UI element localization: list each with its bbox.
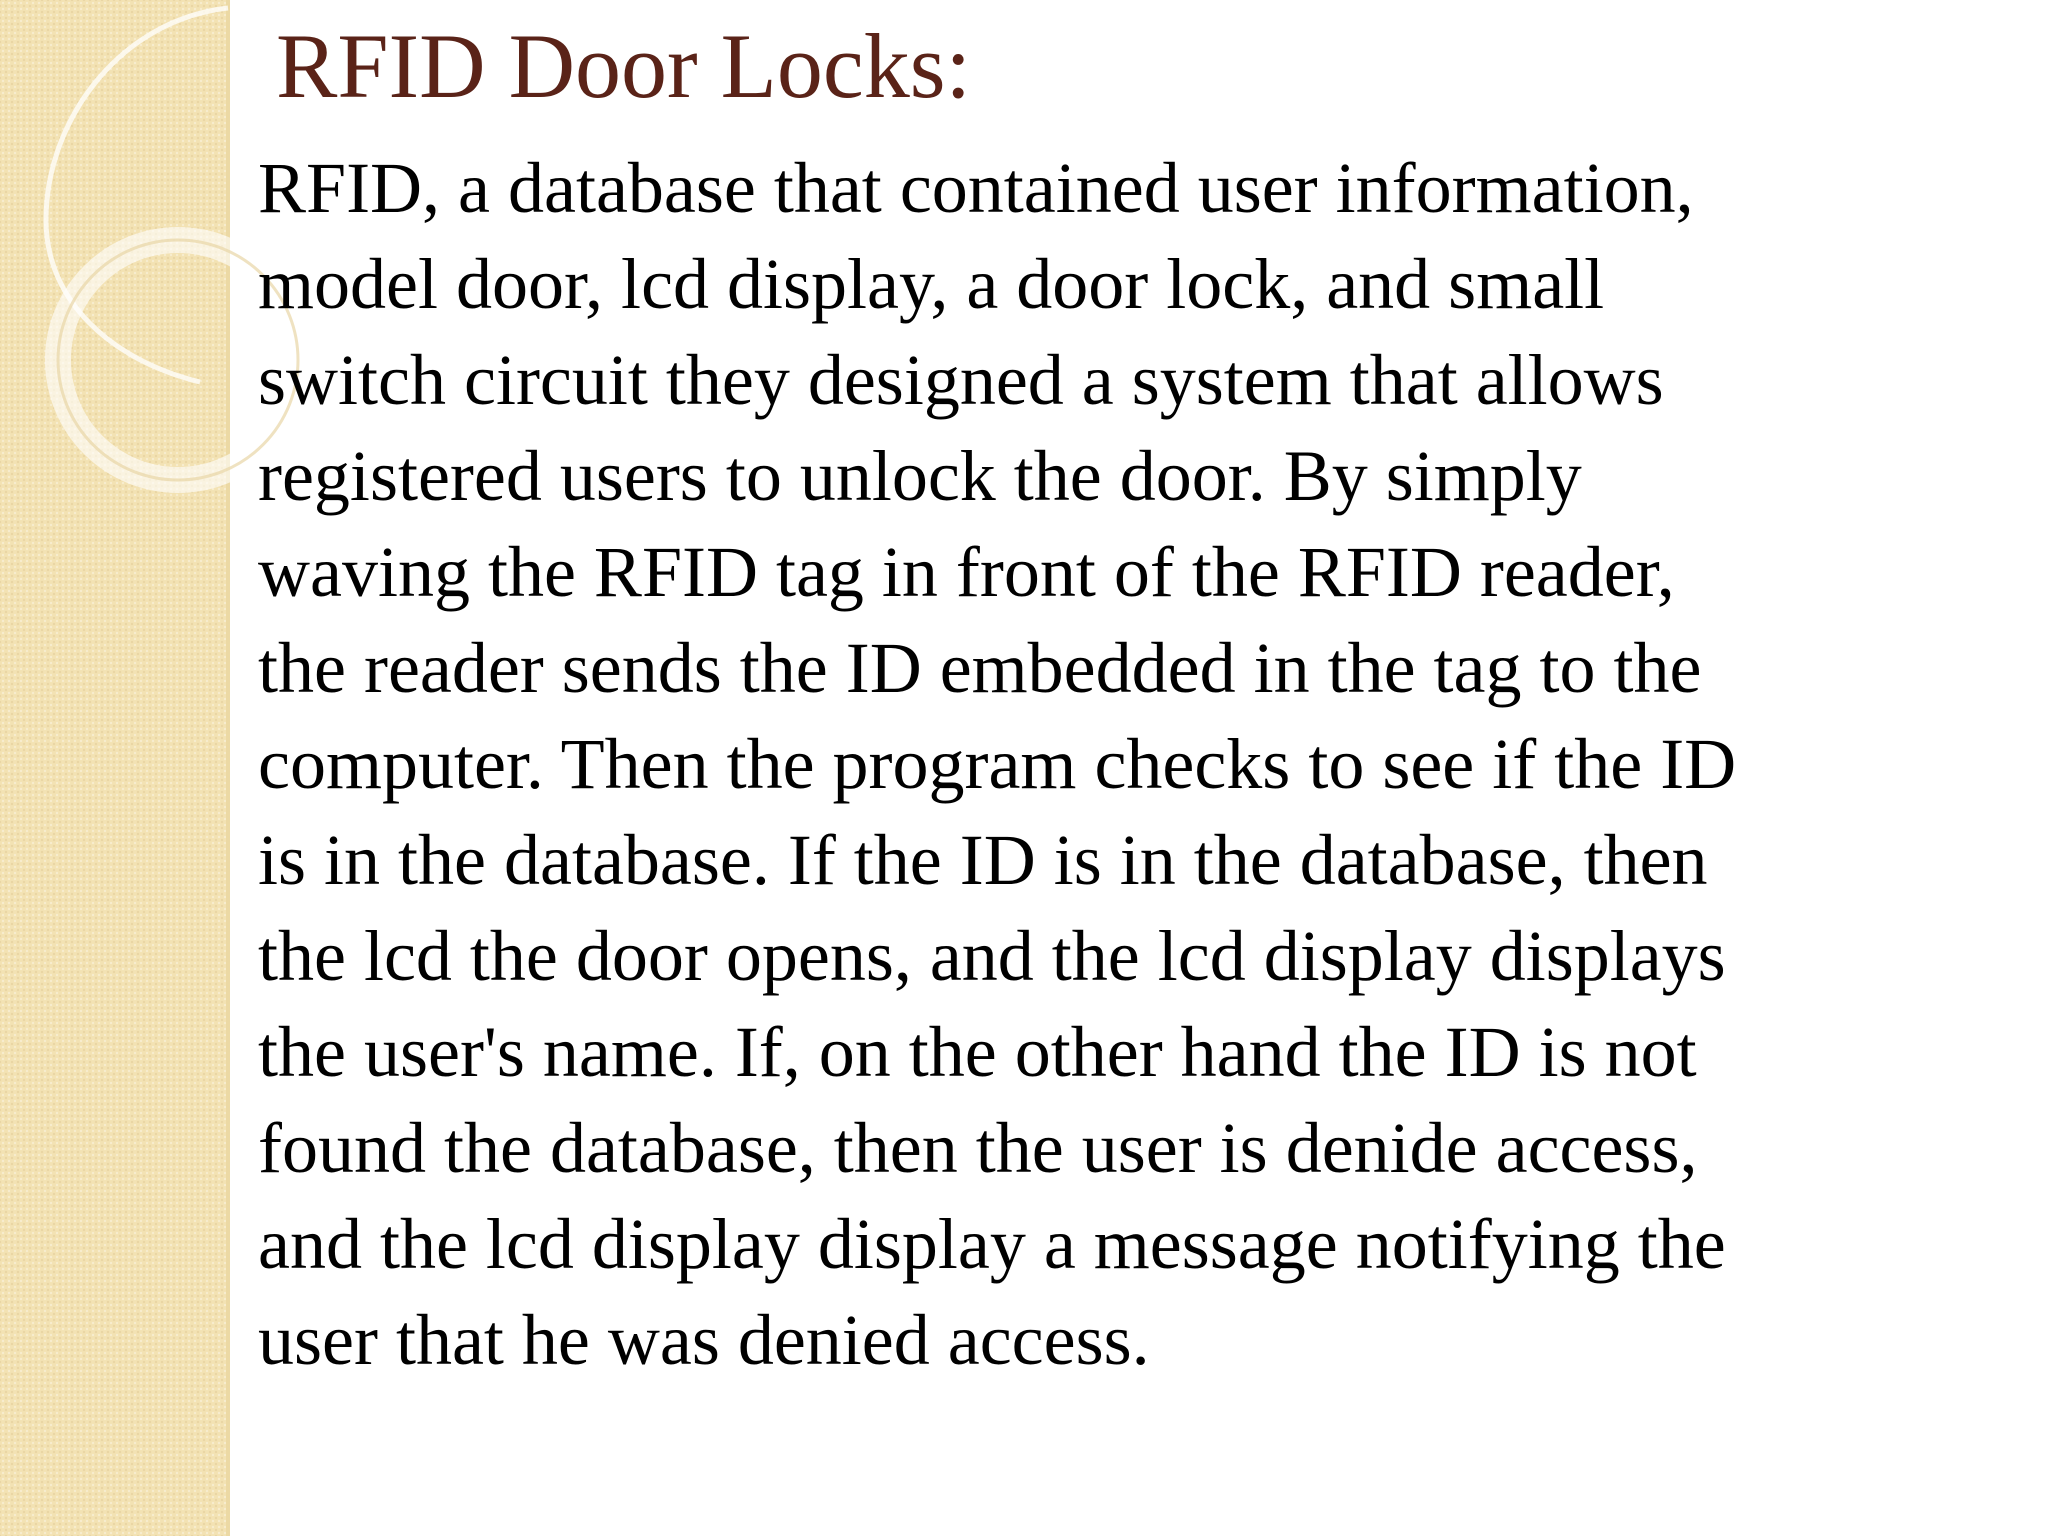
body-line: RFID, a database that contained user information, bbox=[258, 148, 1694, 228]
body-line: registered users to unlock the door. By simply bbox=[258, 436, 1582, 516]
slide-title: RFID Door Locks: bbox=[276, 15, 972, 117]
body-line: switch circuit they designed a system that allows bbox=[258, 340, 1664, 420]
body-line: found the database, then the user is denide access, bbox=[258, 1108, 1698, 1188]
body-line: the reader sends the ID embedded in the tag to the bbox=[258, 628, 1702, 708]
body-line: is in the database. If the ID is in the database, then bbox=[258, 820, 1708, 900]
body-line: the user's name. If, on the other hand the ID is not bbox=[258, 1012, 1697, 1092]
body-line: user that he was denied access. bbox=[258, 1300, 1150, 1380]
body-line: the lcd the door opens, and the lcd display displays bbox=[258, 916, 1726, 996]
body-line: and the lcd display display a message notifying the bbox=[258, 1204, 1726, 1284]
body-line: waving the RFID tag in front of the RFID reader, bbox=[258, 532, 1675, 612]
body-line: model door, lcd display, a door lock, and small bbox=[258, 244, 1605, 324]
decorative-rings bbox=[0, 0, 300, 520]
body-paragraph bbox=[258, 140, 2018, 1388]
body-line: computer. Then the program checks to see if the ID bbox=[258, 724, 1737, 804]
